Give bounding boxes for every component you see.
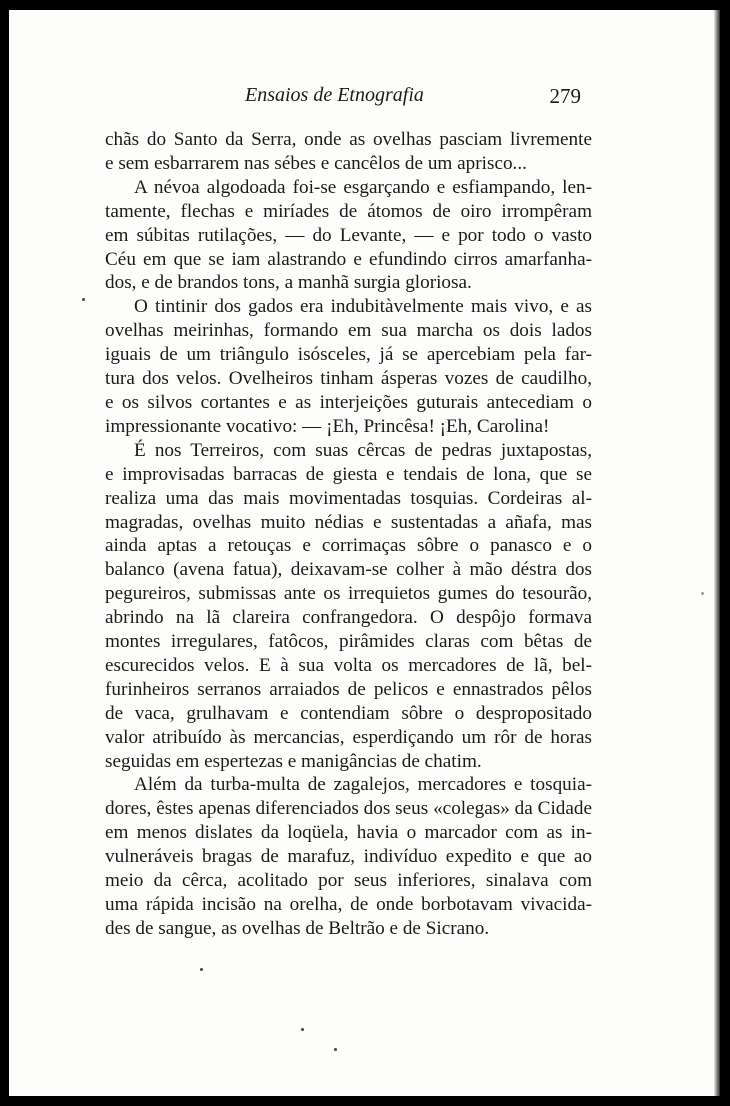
text-line: abrindo na lã clareira confrangedora. O despôjo formava [105,607,592,629]
text-line: e os silvos cortantes e as interjeições guturais antecediam o [105,391,592,413]
paper-speck [82,298,85,301]
text-line: seguidas em espertezas e manigâncias de chatim. [105,750,482,772]
paragraph [105,176,592,296]
text-line: chãs do Santo da Serra, onde as ovelhas pasciam livremente [105,129,592,150]
paper-speck [200,968,203,971]
text-line: balanco (avena fatua), deixavam-se colher à mão déstra dos [105,559,592,581]
page-number: 279 [549,84,581,108]
text-line: des de sangue, as ovelhas de Beltrão e de Sicrano. [105,917,490,939]
text-line: Além da turba-multa de zagalejos, mercadores e tosquia- [134,774,592,796]
paper-speck [334,1048,337,1051]
text-line: dos, e de brandos tons, a manhã surgia gloriosa. [105,272,472,294]
paragraph [105,439,592,774]
paper-speck [701,592,704,595]
text-line: ainda aptas a retouças e corrimaças sôbre o panasco e o [105,535,592,557]
text-line: ovelhas meirinhas, formando em sua marcha os dois lados [105,320,592,342]
text-line: meio da cêrca, acolitado por seus inferiores, sinalava com [105,870,592,892]
text-line: tamente, flechas e miríades de átomos de oiro irrompêram [105,200,592,222]
text-line: O tintinir dos gados era indubitàvelmente mais vivo, e as [134,296,592,318]
paper-speck [301,1028,304,1031]
text-line: A névoa algodoada foi-se esgarçando e esfiampando, len- [134,176,592,198]
text-line: de vaca, grulhavam e contendiam sôbre o despropositado [105,702,592,724]
paragraph [105,128,592,176]
text-line: em súbitas rutilações, — do Levante, — e por todo o vasto [105,224,592,246]
page-edge-shadow [714,10,720,1096]
text-line: É nos Terreiros, com suas cêrcas de pedras juxtapostas, [134,439,592,461]
text-line: escurecidos velos. E à sua volta os mercadores de lã, bel- [105,654,592,676]
text-line: impressionante vocativo: — ¡Eh, Princêsa! ¡Eh, Carolina! [105,415,550,437]
paragraph [105,773,592,940]
text-line: Céu em que se iam alastrando e efundindo cirros amarfanha- [105,248,592,270]
text-line: vulneráveis bragas de marafuz, indivíduo expedito e que ao [105,846,592,868]
text-line: magradas, ovelhas muito nédias e sustentadas a añafa, mas [105,511,592,533]
text-line: em menos dislates da loqüela, havia o marcador com as in- [105,822,592,844]
text-line: montes irregulares, fatôcos, pirâmides claras com bêtas de [105,631,592,653]
page-header [105,76,595,106]
paragraph [105,295,592,438]
running-title: Ensaios de Etnografia [245,84,424,106]
text-line: uma rápida incisão na orelha, de onde borbotavam vivacida- [105,894,592,915]
text-line: tura dos velos. Ovelheiros tinham ásperas vozes de caudilho, [105,368,592,390]
text-line: dores, êstes apenas diferenciados dos seus «colegas» da Cidade [105,798,592,820]
text-line: e sem esbarrarem nas sébes e cancêlos de um aprisco... [105,152,527,174]
text-line: pegureiros, submissas ante os irrequietos gumes do tesourão, [105,583,592,605]
body-text [105,128,592,941]
book-page [9,10,720,1096]
text-line: furinheiros serranos arraiados de pelicos e ennastrados pêlos [105,678,592,700]
text-line: realiza uma das mais movimentadas tosquias. Cordeiras al- [105,487,592,509]
text-line: iguais de um triângulo isósceles, já se apercebiam pela far- [105,344,592,366]
text-line: e improvisadas barracas de giesta e tendais de lona, que se [105,463,592,485]
text-line: valor atribuído às mercancias, esperdiçando um rôr de horas [105,726,592,748]
